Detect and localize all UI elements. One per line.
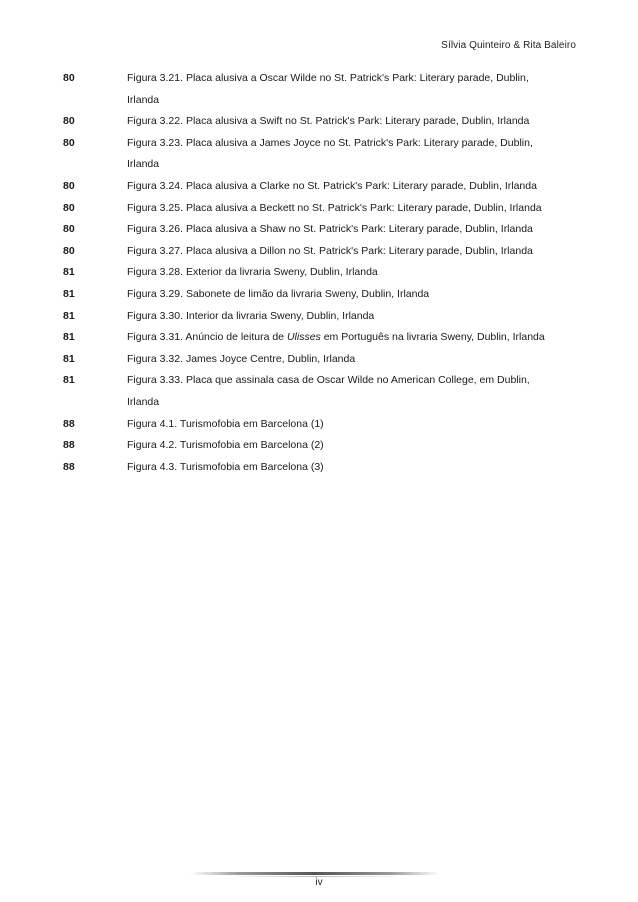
list-item (63, 262, 583, 284)
caption-line: Figura 3.33. Placa que assinala casa de Oscar Wilde no American College, em Dublin, (127, 374, 530, 387)
list-item (63, 68, 583, 111)
entry-page-number: 88 (63, 417, 75, 430)
entry-caption (127, 198, 583, 220)
entry-page-number: 80 (63, 115, 75, 128)
list-item (63, 327, 583, 349)
entry-caption (127, 262, 583, 284)
list-item (63, 111, 583, 133)
caption-line: Figura 3.27. Placa alusiva a Dillon no St. Patrick's Park: Literary parade, Dublin, Irlanda (127, 244, 533, 257)
caption-suffix: em Português na livraria Sweny, Dublin, Irlanda (320, 331, 545, 344)
list-item (63, 284, 583, 306)
caption-line: Figura 3.26. Placa alusiva a Shaw no St. Patrick's Park: Literary parade, Dublin, Irlanda (127, 223, 533, 236)
list-item (63, 133, 583, 176)
list-item (63, 219, 583, 241)
list-item (63, 306, 583, 328)
caption-line (127, 327, 583, 349)
entry-caption (127, 219, 583, 241)
entry-caption (127, 176, 583, 198)
list-item (63, 435, 583, 457)
caption-line: Irlanda (127, 158, 160, 171)
list-of-figures (63, 68, 583, 478)
entry-caption (127, 327, 583, 349)
caption-line: Figura 4.2. Turismofobia em Barcelona (2) (127, 439, 324, 452)
entry-page-number: 80 (63, 223, 75, 236)
footer-page-number: iv (315, 877, 323, 888)
list-item (63, 414, 583, 436)
entry-page-number: 80 (63, 244, 75, 257)
entry-caption (127, 133, 583, 176)
entry-page-number: 80 (63, 201, 75, 214)
entry-page-number: 81 (63, 331, 75, 344)
caption-line: Figura 3.21. Placa alusiva a Oscar Wilde no St. Patrick's Park: Literary parade, Dublin, (127, 72, 529, 84)
entry-caption (127, 457, 583, 479)
caption-line: Figura 3.23. Placa alusiva a James Joyce no St. Patrick's Park: Literary parade, Dublin, (127, 136, 533, 149)
list-item (63, 176, 583, 198)
entry-caption (127, 435, 583, 457)
running-header-authors: Sílvia Quinteiro & Rita Baleiro (441, 40, 576, 51)
caption-prefix: Figura 3.31. Anúncio de leitura de (127, 331, 287, 344)
book-title: Ulisses (286, 331, 321, 344)
entry-caption (127, 349, 583, 371)
entry-caption (127, 306, 583, 328)
entry-caption (127, 68, 583, 111)
entry-page-number: 80 (63, 136, 75, 149)
caption-line: Irlanda (127, 395, 160, 408)
entry-caption (127, 370, 583, 413)
caption-line: Figura 3.32. James Joyce Centre, Dublin, Irlanda (127, 352, 356, 365)
entry-caption (127, 414, 583, 436)
entry-caption (127, 111, 583, 133)
caption-line: Figura 3.29. Sabonete de limão da livraria Sweny, Dublin, Irlanda (127, 287, 430, 300)
list-item (63, 241, 583, 263)
entry-page-number: 80 (63, 179, 75, 192)
list-item (63, 457, 583, 479)
caption-line: Figura 4.3. Turismofobia em Barcelona (3) (127, 460, 324, 473)
caption-line: Figura 3.24. Placa alusiva a Clarke no St. Patrick's Park: Literary parade, Dublin, Irlanda (127, 179, 537, 192)
list-item (63, 349, 583, 371)
entry-page-number: 81 (63, 374, 75, 387)
entry-page-number: 81 (63, 287, 75, 300)
entry-page-number: 88 (63, 460, 75, 473)
entry-page-number: 81 (63, 352, 75, 365)
caption-line: Figura 3.28. Exterior da livraria Sweny, Dublin, Irlanda (127, 266, 378, 279)
list-item (63, 370, 583, 413)
caption-line: Figura 4.1. Turismofobia em Barcelona (1) (127, 417, 324, 430)
entry-caption (127, 284, 583, 306)
caption-line: Figura 3.30. Interior da livraria Sweny, Dublin, Irlanda (127, 309, 375, 322)
caption-line: Figura 3.22. Placa alusiva a Swift no St. Patrick's Park: Literary parade, Dublin, Irlanda (127, 115, 530, 128)
caption-line: Irlanda (127, 93, 160, 106)
entry-caption (127, 241, 583, 263)
entry-page-number: 81 (63, 266, 75, 279)
list-item (63, 198, 583, 220)
entry-page-number: 81 (63, 309, 75, 322)
entry-page-number: 80 (63, 72, 75, 84)
caption-line: Figura 3.25. Placa alusiva a Beckett no St. Patrick's Park: Literary parade, Dublin, Irlanda (127, 201, 542, 214)
footer-divider (190, 872, 440, 875)
entry-page-number: 88 (63, 439, 75, 452)
